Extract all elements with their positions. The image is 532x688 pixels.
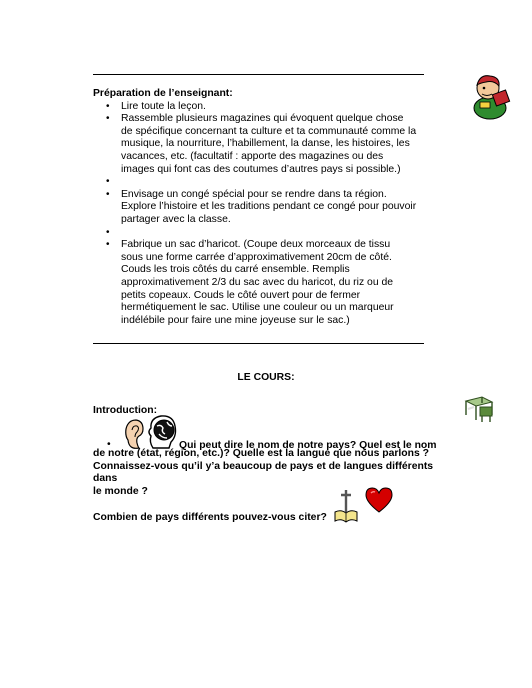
list-item-line: sous une forme carrée d’approximativement 20cm de côté. [121,251,392,263]
question-text: Qui peut dire le nom de notre pays? Quel est le nom [179,440,437,451]
list-item-line: approximativement 2/3 du sac avec du haricot, du riz ou de [121,276,394,288]
introduction-question [93,414,453,498]
top-rule [93,74,424,75]
list-item-line: indélébile pour faire une mine joyeuse sur le sac.) [121,314,350,326]
list-item-line: images qui font cas des coutumes d’autres pays si possible.) [121,163,401,175]
bottom-rule [93,343,424,344]
introduction-title: Introduction: [93,405,158,416]
list-item-line: Explore l’histoire et les traditions pendant ce congé pour pouvoir [121,201,417,213]
head-globe-icon [145,414,179,452]
list-item-line: • Fabrique un sac d’haricot. (Coupe deux morceaux de tissu [121,239,391,251]
question-first-line [93,414,453,449]
cross-book-icon [333,488,359,524]
school-desk-icon [462,393,496,423]
question-line: le monde ? [93,485,148,497]
list-item-line: de spécifique concernant ta culture et ta communauté comme la [121,125,417,137]
list-item-line: musique, la nourriture, l’habillement, la danse, les histoires, les [121,138,410,150]
heart-icon [364,486,394,514]
preparation-list [93,101,433,328]
list-item [93,239,433,327]
lesson-title: LE COURS: [237,372,295,383]
spacer [93,227,433,240]
spacer [93,176,433,189]
question-line: Connaissez-vous qu’il y’a beaucoup de pays et de langues différents dans [93,460,434,485]
bullet: • [107,439,111,450]
list-item-line: • Envisage un congé spécial pour se rendre dans ta région. [121,188,387,200]
ear-icon [123,418,145,452]
list-item-line: • Rassemble plusieurs magazines qui évoquent quelque chose [121,113,404,125]
list-item-line: petits copeaux. Couds le côté ouvert pour de fermer [121,289,361,301]
question-continuation [93,448,453,498]
list-item-line: Couds les trois côtés du carré ensemble. Remplis [121,264,350,276]
list-item-line: vacances, etc. (facultatif : apporte des magazines ou des [121,150,384,162]
list-item [93,113,433,176]
list-item [93,101,433,114]
list-item [93,189,433,227]
list-item-line: partager avec la classe. [121,213,231,225]
teacher-clipart-icon [468,72,512,120]
teacher-preparation-section [93,88,433,327]
countries-question: Combien de pays différents pouvez-vous citer? [93,512,327,523]
list-item-line: hermétiquement le sac. Utilise une couleur ou un marqueur [121,302,394,314]
question-line: de notre (état, région, etc.)? Quelle est la langue que nous parlons ? [93,448,430,459]
list-item-line: • Lire toute la leçon. [121,100,206,112]
preparation-title: Préparation de l’enseignant: [93,88,233,99]
